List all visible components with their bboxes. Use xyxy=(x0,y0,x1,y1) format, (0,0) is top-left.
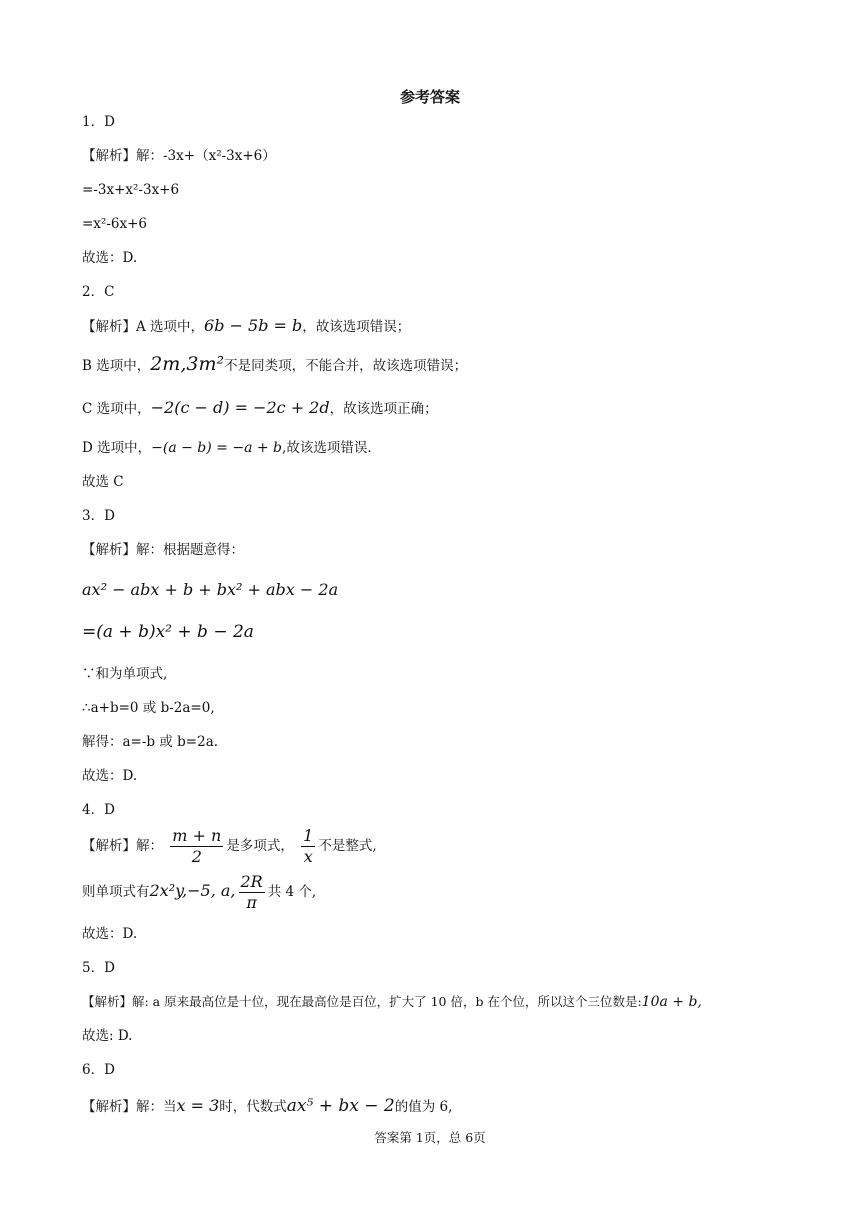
q2-b-prefix: B 选项中， xyxy=(82,358,151,374)
q3-line-3-wrap xyxy=(82,622,254,643)
q4-frac1-num: m + n xyxy=(172,826,222,845)
q2-a-math: 6b − 5b = b xyxy=(204,316,303,335)
q3-line-5: ∴a+b=0 或 b-2a=0, xyxy=(82,700,215,716)
q1-answer: 1．D xyxy=(82,114,115,130)
q3-answer: 3．D xyxy=(82,508,115,524)
q2-d-prefix: D 选项中， xyxy=(82,440,152,456)
q5-math: 10a + b, xyxy=(641,994,702,1010)
q4-suffix: 不是整式, xyxy=(318,838,377,854)
q4-l2-prefix: 则单项式有 xyxy=(82,884,150,900)
q2-b-math: 2m,3m² xyxy=(150,353,225,375)
q4-prefix: 【解析】解： xyxy=(82,838,163,854)
q5-answer: 5．D xyxy=(82,960,115,976)
q4-frac1-den: 2 xyxy=(191,847,202,866)
q5-end: 故选: D. xyxy=(82,1028,133,1044)
q2-a-suffix: ，故该选项错误； xyxy=(302,319,411,335)
q2-option-c xyxy=(82,398,438,419)
q6-prefix: 【解析】解：当 xyxy=(82,1099,177,1115)
q3-line-7: 故选：D. xyxy=(82,768,138,784)
q4-line-1 xyxy=(82,826,377,867)
q2-answer: 2．C xyxy=(82,284,115,300)
q3-factored: =(a + b)x² + b − 2a xyxy=(82,622,254,642)
q6-answer: 6．D xyxy=(82,1062,115,1078)
q2-c-math: −2(c − d) = −2c + 2d xyxy=(150,398,330,417)
q3-line-1: 【解析】解：根据题意得： xyxy=(82,542,244,558)
q2-option-d xyxy=(82,438,372,458)
q2-end: 故选 C xyxy=(82,474,124,490)
q6-math-2: ax⁵ + bx − 2 xyxy=(286,1096,395,1116)
q4-fraction-1 xyxy=(170,826,223,867)
q4-l2-math: 2x²y,−5, a, xyxy=(149,881,236,900)
q2-c-suffix: ，故该选项正确； xyxy=(329,401,438,417)
q3-line-6: 解得：a=-b 或 b=2a. xyxy=(82,734,219,750)
q4-l2-suffix: 共 4 个, xyxy=(267,884,317,900)
q4-frac3-den: π xyxy=(246,893,257,912)
q4-mid: 是多项式， xyxy=(226,838,294,854)
q3-line-2-wrap xyxy=(82,580,338,601)
q2-a-prefix: 【解析】A 选项中， xyxy=(82,319,205,335)
q2-d-math: −(a − b) = −a + b xyxy=(151,440,283,456)
q2-option-a xyxy=(82,316,410,337)
q4-fraction-3 xyxy=(239,872,265,913)
q1-line-3: =x²-6x+6 xyxy=(82,216,148,232)
q2-c-prefix: C 选项中， xyxy=(82,401,151,417)
q1-line-1: 【解析】解：-3x+（x²-3x+6） xyxy=(82,148,276,164)
q6-mid: 时，代数式 xyxy=(219,1099,287,1115)
q4-end: 故选：D. xyxy=(82,926,138,942)
q4-answer: 4．D xyxy=(82,802,115,818)
q2-d-suffix: ,故该选项错误. xyxy=(282,440,372,456)
q3-line-4: ∵和为单项式, xyxy=(82,666,168,682)
q6-suffix: 的值为 6, xyxy=(394,1099,453,1115)
q4-frac2-num: 1 xyxy=(303,826,314,845)
q3-expression: ax² − abx + b + bx² + abx − 2a xyxy=(82,580,339,599)
page-footer: 答案第 1页，总 6页 xyxy=(374,1130,486,1145)
q5-text: 【解析】解: a 原来最高位是十位，现在最高位是百位，扩大了 10 倍，b 在个位，所以这个三位数是: xyxy=(82,994,642,1009)
page-title: 参考答案 xyxy=(399,88,460,106)
q4-frac2-den: x xyxy=(303,847,313,866)
q1-line-4: 故选：D. xyxy=(82,250,138,266)
q2-option-b xyxy=(82,354,467,376)
q6-line-1 xyxy=(82,1096,452,1117)
q2-b-suffix: 不是同类项，不能合并，故该选项错误； xyxy=(224,358,468,374)
q6-math-1: x = 3 xyxy=(176,1096,220,1115)
q5-line-1 xyxy=(82,992,702,1012)
q4-frac3-num: 2R xyxy=(240,872,263,891)
q1-line-2: =-3x+x²-3x+6 xyxy=(82,182,180,198)
q4-line-2 xyxy=(82,872,316,913)
q4-fraction-2 xyxy=(301,826,315,867)
